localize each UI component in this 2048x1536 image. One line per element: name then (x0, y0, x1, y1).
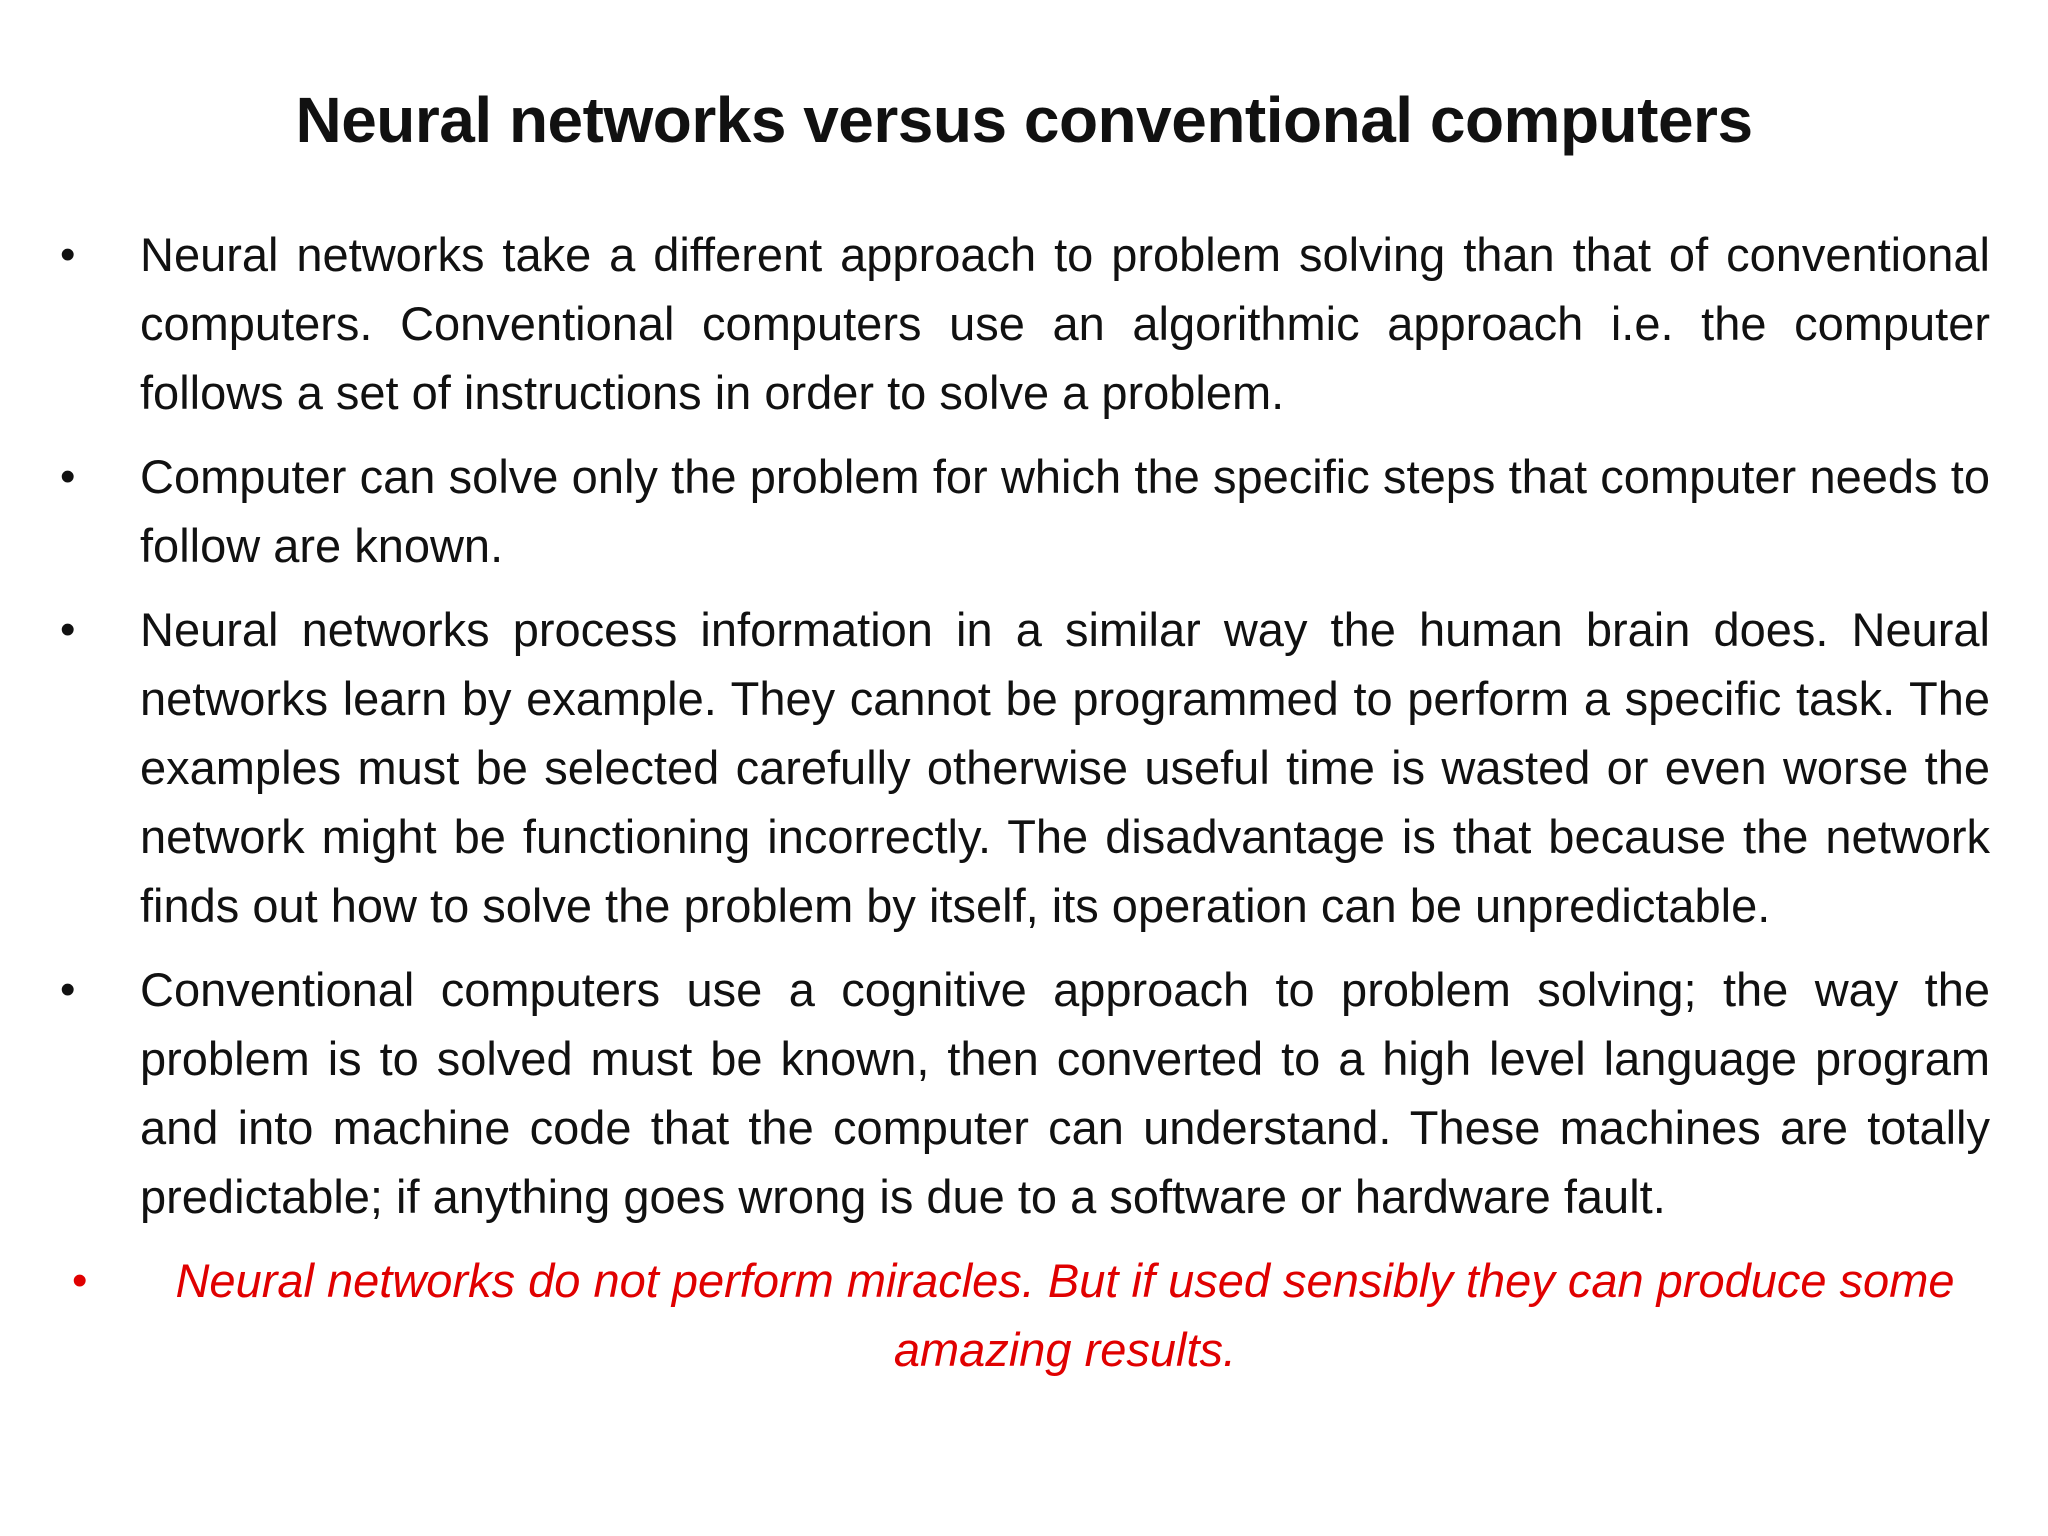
bullet-item (60, 220, 1990, 427)
bullet-item (60, 442, 1990, 580)
bullet-text: Neural networks take a different approach to problem solving than that of conventional computers. Conventional computers use an algorithmic approach i.e. the computer follows a set of instructions in order to solve a problem. (140, 228, 1990, 419)
bullet-item (60, 595, 1990, 940)
bullet-dot-icon: • (60, 605, 76, 654)
highlight-text: Neural networks do not perform miracles. But if used sensibly they can produce some amazing results. (175, 1254, 1955, 1376)
bullet-text: Computer can solve only the problem for which the specific steps that computer needs to follow are known. (140, 450, 1990, 572)
bullet-dot-icon: • (60, 965, 76, 1014)
bullet-text: Conventional computers use a cognitive approach to problem solving; the way the problem is to solved must be known, then converted to a high level language program and into machine code that the computer can understand. These machines are totally predictable; if anything goes wrong is due to a software or hardware fault. (140, 963, 1990, 1223)
bullet-text: Neural networks process information in a similar way the human brain does. Neural networks learn by example. They cannot be programmed to perform a specific task. The examples must be selected carefully otherwise useful time is wasted or even worse the network might be functioning incorrectly. The disadvantage is that because the network finds out how to solve the problem by itself, its operation can be unpredictable. (140, 603, 1990, 932)
bullet-item-highlight (60, 1246, 1990, 1384)
bullet-item (60, 955, 1990, 1231)
bullet-dot-icon: • (72, 1256, 88, 1305)
bullet-dot-icon: • (60, 230, 76, 279)
bullet-list (60, 220, 1990, 1399)
bullet-dot-icon: • (60, 452, 76, 501)
slide-title: Neural networks versus conventional computers (295, 84, 1753, 156)
